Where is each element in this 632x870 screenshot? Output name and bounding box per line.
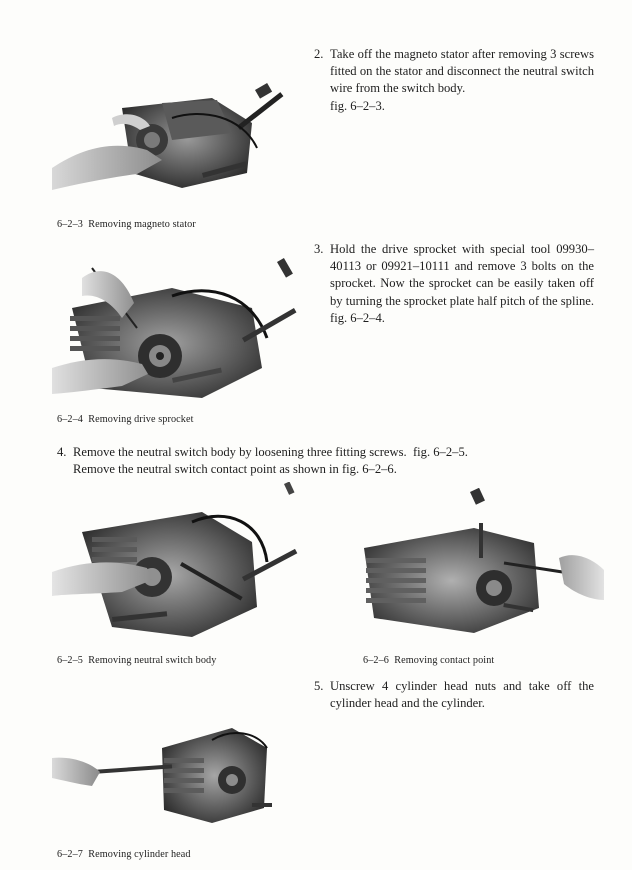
- figure-6-2-7-caption: [57, 849, 191, 860]
- step-5: [314, 678, 594, 712]
- step-2-number: 2.: [314, 47, 324, 61]
- figure-6-2-5-number: 6–2–5: [57, 655, 83, 666]
- step-2-fig-ref: fig. 6–2–3.: [330, 98, 385, 113]
- figure-6-2-6-title: Removing contact point: [394, 655, 495, 666]
- step-3-fig-ref: fig. 6–2–4.: [330, 310, 385, 325]
- figure-6-2-3-number: 6–2–3: [57, 219, 83, 230]
- step-5-number: 5.: [314, 679, 324, 693]
- figure-6-2-5-caption: [57, 655, 216, 666]
- figure-6-2-3-title: Removing magneto stator: [88, 219, 196, 230]
- step-4-line-2: Remove the neutral switch contact point as shown in fig. 6–2–6.: [73, 462, 397, 477]
- figure-6-2-6-photo: [354, 488, 604, 638]
- figure-6-2-6-number: 6–2–6: [363, 655, 389, 666]
- figure-6-2-6-caption: [363, 655, 494, 666]
- figure-6-2-7-number: 6–2–7: [57, 849, 83, 860]
- figure-6-2-4-caption: [57, 414, 194, 425]
- figure-6-2-5-title: Removing neutral switch body: [88, 655, 217, 666]
- figure-6-2-7-photo: [52, 718, 274, 830]
- step-3: [314, 241, 594, 327]
- figure-6-2-5-photo: [52, 482, 302, 642]
- figure-6-2-7-title: Removing cylinder head: [88, 849, 191, 860]
- figure-6-2-4-number: 6–2–4: [57, 414, 83, 425]
- step-2-text: Take off the magneto stator after removing 3 screws fitted on the stator and disconnect the neutral switch wire from the switch body.: [330, 47, 594, 96]
- step-3-number: 3.: [314, 242, 324, 256]
- figure-6-2-4-title: Removing drive sprocket: [88, 414, 194, 425]
- figure-6-2-3-caption: [57, 219, 196, 230]
- figure-6-2-3-photo: [52, 78, 304, 200]
- step-4-fig-ref: fig. 6–2–5.: [412, 445, 468, 459]
- step-5-text: Unscrew 4 cylinder head nuts and take off the cylinder head and the cylinder.: [330, 679, 594, 711]
- figure-6-2-4-photo: [52, 248, 300, 406]
- step-2: [314, 46, 594, 115]
- step-4-number: 4.: [57, 445, 67, 459]
- step-3-text: Hold the drive sprocket with special tool 09930–40113 or 09921–10111 and remove 3 bolts on the sprocket. Now the sprocket can be easily taken off by turning the sprocket plate half pitch of the spline.: [330, 242, 594, 308]
- step-4: [57, 444, 597, 478]
- step-4-line-1: Remove the neutral switch body by loosening three fitting screws.: [73, 445, 407, 459]
